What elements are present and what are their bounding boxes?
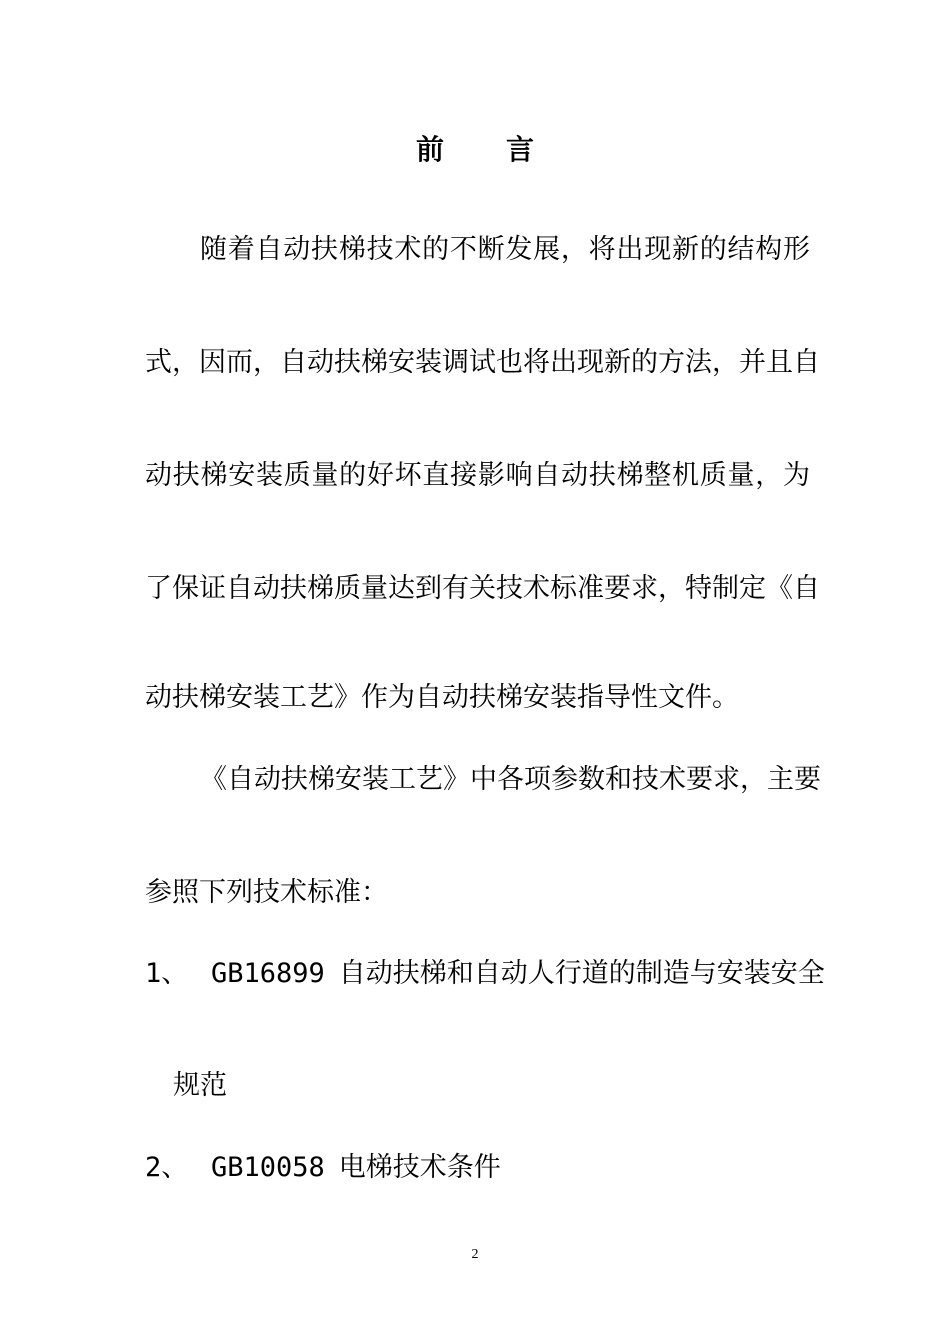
paragraph-1-line-2: 式，因而，自动扶梯安装调试也将出现新的方法，并且自 [145, 347, 820, 378]
title-char-1: 前 [415, 133, 444, 166]
page-title [0, 130, 950, 170]
paragraph-1-line-3: 动扶梯安装质量的好坏直接影响自动扶梯整机质量，为 [145, 460, 810, 491]
paragraph-1-line-4: 了保证自动扶梯质量达到有关技术标准要求，特制定《自 [145, 573, 820, 604]
standard-code: GB16899 [211, 958, 325, 989]
paragraph-2-line-2: 参照下列技术标准： [145, 877, 388, 908]
standard-number: 2、 [145, 1152, 189, 1183]
paragraph-1-line-1: 随着自动扶梯技术的不断发展，将出现新的结构形 [200, 234, 810, 265]
standard-code: GB10058 [211, 1152, 325, 1183]
standard-title: 电梯技术条件 [338, 1152, 501, 1183]
standard-item-1 [145, 956, 825, 992]
standard-number: 1、 [145, 958, 189, 989]
page-number: 2 [471, 1247, 479, 1262]
paragraph-1-line-5: 动扶梯安装工艺》作为自动扶梯安装指导性文件。 [145, 682, 739, 713]
paragraph-2-line-1: 《自动扶梯安装工艺》中各项参数和技术要求，主要 [200, 764, 821, 795]
title-char-2: 言 [506, 133, 535, 166]
standard-item-1-continuation: 规范 [173, 1070, 227, 1101]
standard-item-2 [145, 1150, 810, 1186]
standard-title: 自动扶梯和自动人行道的制造与安装安全 [338, 958, 825, 989]
